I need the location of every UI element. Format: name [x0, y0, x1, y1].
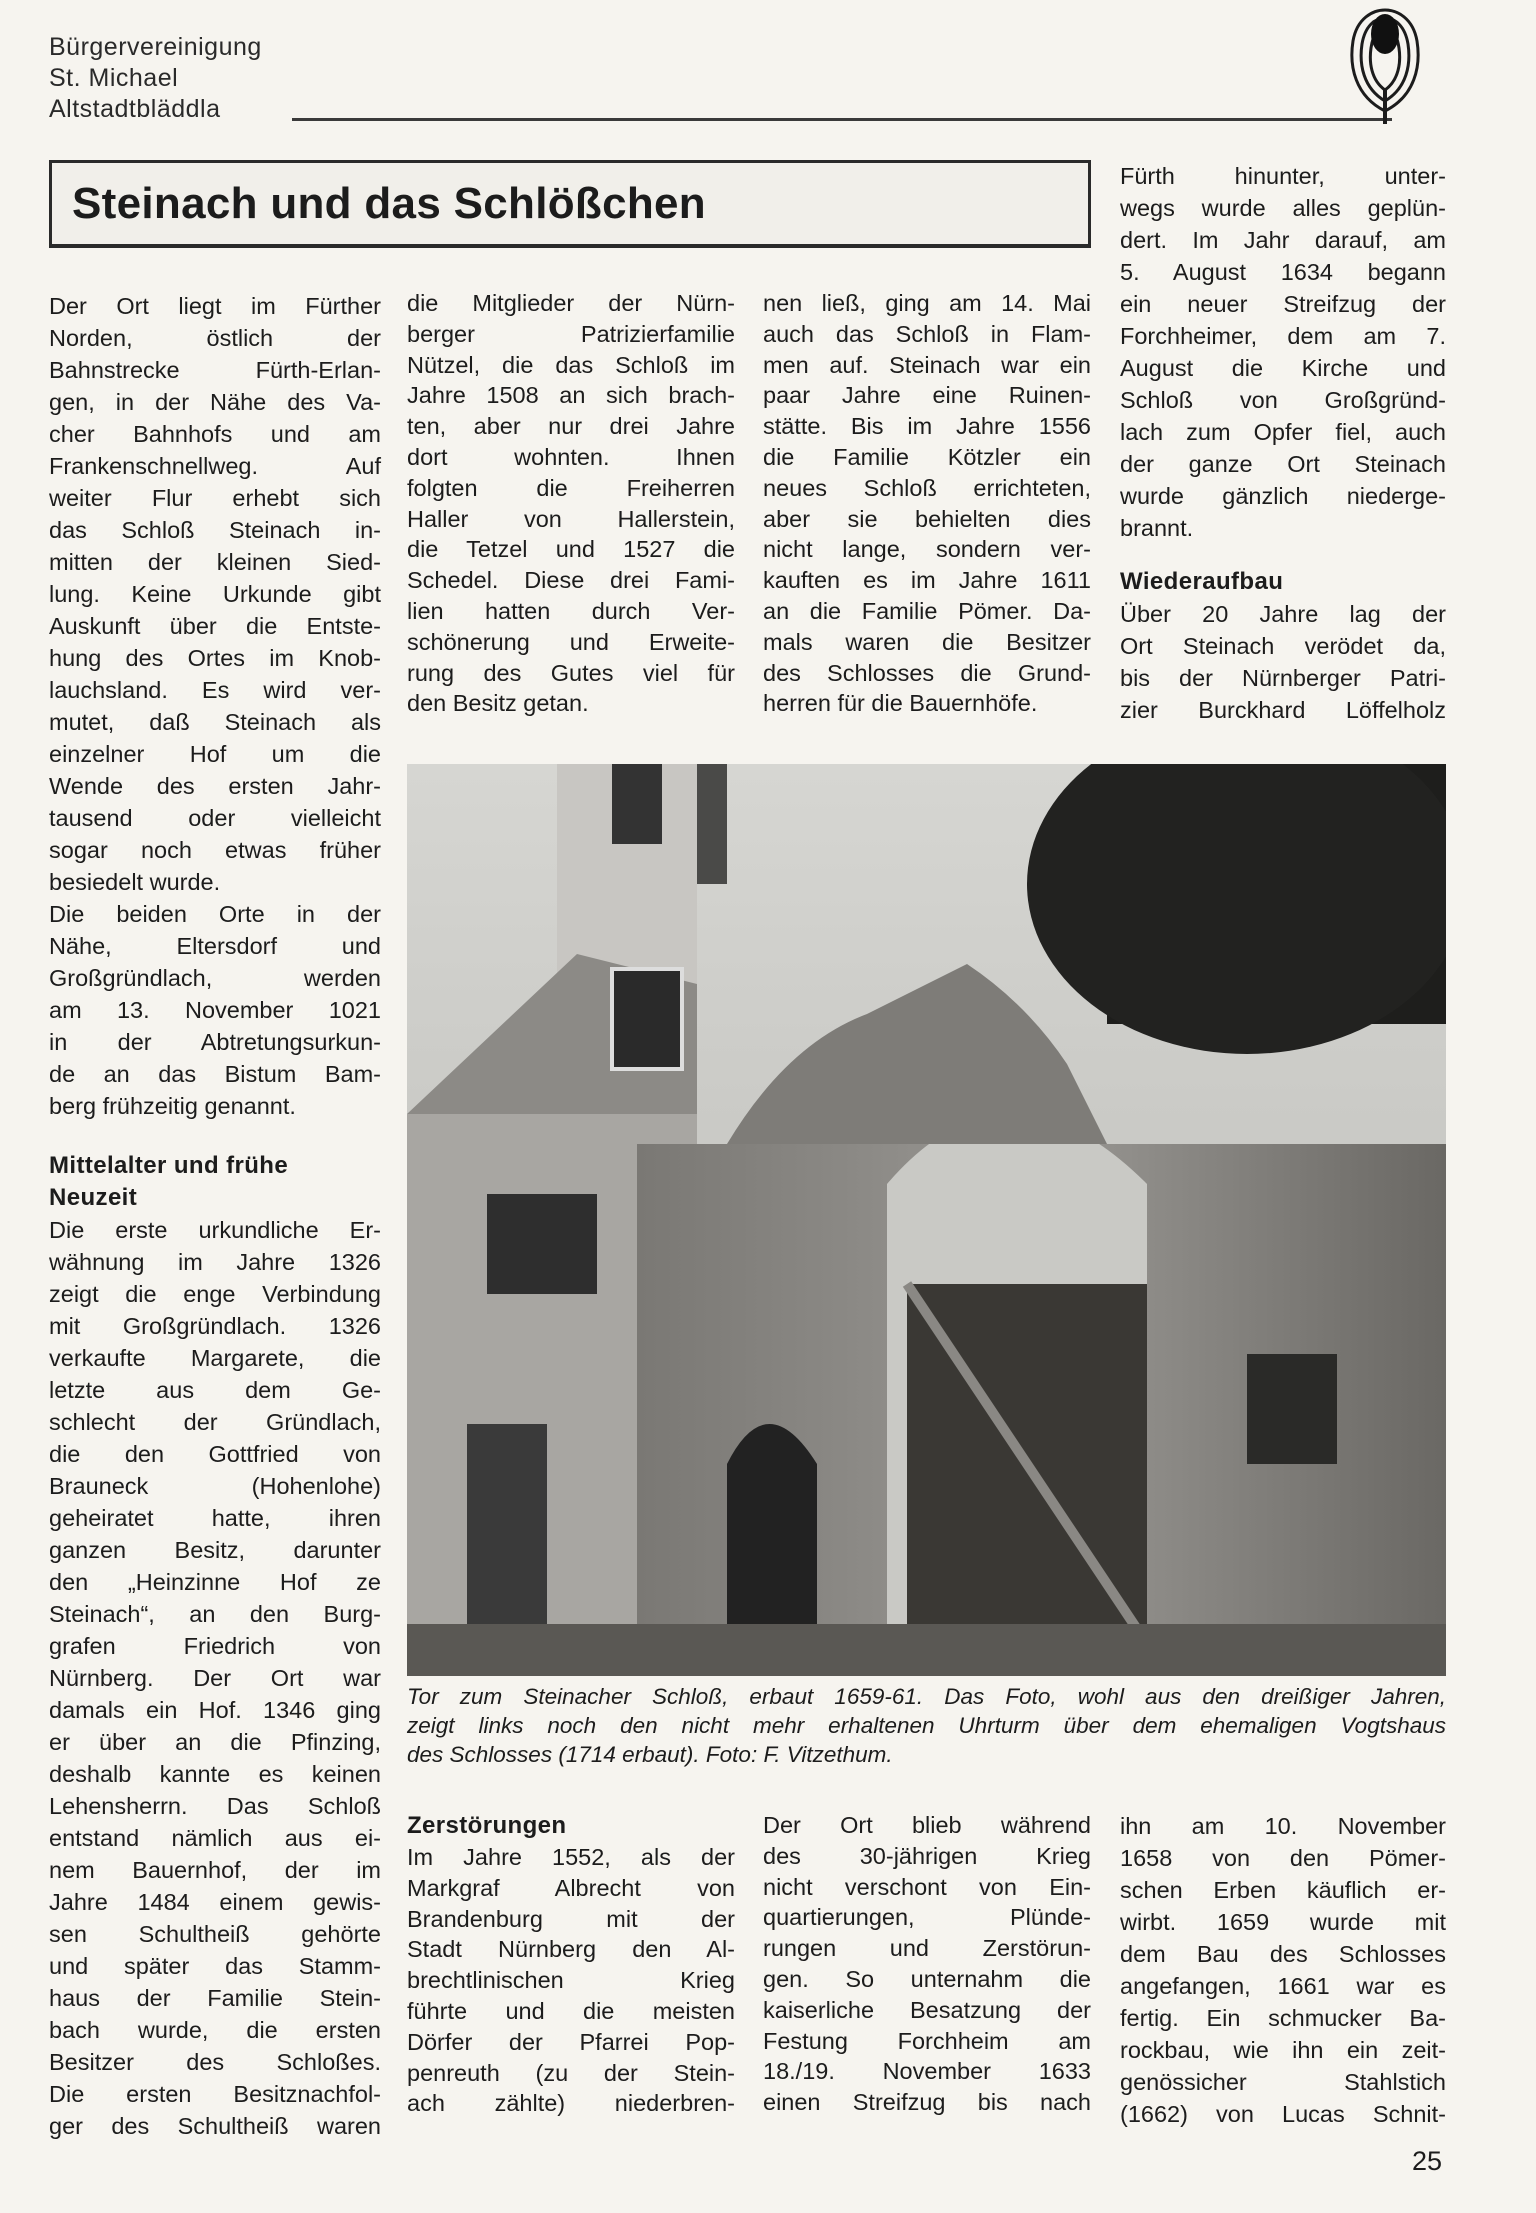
- text-line: Auskunft über die Entste-: [49, 613, 381, 639]
- text-line: geheiratet hatte, ihren: [49, 1505, 381, 1531]
- text-line: Großgründlach, werden: [49, 965, 381, 991]
- text-line: fertig. Ein schmucker Ba-: [1120, 2005, 1446, 2031]
- castle-gate-photo: [407, 764, 1446, 1676]
- text-line: mit Großgründlach. 1326: [49, 1313, 381, 1339]
- text-line: an die Familie Pömer. Da-: [763, 597, 1091, 624]
- text-line: men auf. Steinach war ein: [763, 351, 1091, 378]
- text-line: (1662) von Lucas Schnit-: [1120, 2101, 1446, 2127]
- text-line: schönerung und Erweite-: [407, 628, 735, 655]
- text-line: rung des Gutes viel für: [407, 659, 735, 686]
- text-line: lach zum Opfer fiel, auch: [1120, 419, 1446, 445]
- text-line: 5. August 1634 begann: [1120, 259, 1446, 285]
- column-1-top: [49, 290, 381, 1122]
- text-line: nicht verschont von Ein-: [763, 1873, 1091, 1900]
- text-line: und später das Stamm-: [49, 1953, 381, 1979]
- text-line: verkaufte Margarete, die: [49, 1345, 381, 1371]
- text-line: Fürth hinunter, unter-: [1120, 163, 1446, 189]
- section-heading: Wiederaufbau: [1120, 568, 1284, 595]
- page-number: 25: [1412, 2146, 1443, 2176]
- text-line: den Besitz getan.: [407, 690, 589, 717]
- text-line: Haller von Hallerstein,: [407, 505, 735, 532]
- text-line: Die erste urkundliche Er-: [49, 1217, 381, 1243]
- text-line: zeigt die enge Verbindung: [49, 1281, 381, 1307]
- text-line: einen Streifzug bis nach: [763, 2089, 1091, 2116]
- text-line: schen Erben käuflich er-: [1120, 1877, 1446, 1903]
- text-line: lung. Keine Urkunde gibt: [49, 581, 381, 607]
- text-line: deshalb kannte es keinen: [49, 1761, 381, 1787]
- text-line: Im Jahre 1552, als der: [407, 1844, 735, 1870]
- text-line: die Mitglieder der Nürn-: [407, 290, 735, 316]
- text-line: des Schlosses die Grund-: [763, 659, 1091, 686]
- text-line: paar Jahre eine Ruinen-: [763, 382, 1091, 409]
- text-line: genössicher Stahlstich: [1120, 2069, 1446, 2095]
- column-3-top: [763, 288, 1091, 719]
- text-line: wurde gänzlich niederge-: [1120, 483, 1446, 509]
- text-line: Norden, östlich der: [49, 325, 381, 351]
- text-line: wegs wurde alles geplün-: [1120, 195, 1446, 221]
- text-line: weiter Flur erhebt sich: [49, 485, 381, 511]
- text-line: hung des Ortes im Knob-: [49, 645, 381, 671]
- column-4-top: [1120, 160, 1446, 726]
- column-4-bottom: [1120, 1810, 1446, 2130]
- text-line: letzte aus dem Ge-: [49, 1377, 381, 1403]
- text-line: lauchsland. Es wird ver-: [49, 677, 381, 703]
- text-line: Schloß von Großgründ-: [1120, 387, 1446, 413]
- text-line: damals ein Hof. 1346 ging: [49, 1697, 381, 1723]
- column-2-top: [407, 288, 735, 719]
- text-line: sogar noch etwas früher: [49, 837, 381, 863]
- text-line: de an das Bistum Bam-: [49, 1061, 381, 1087]
- masthead: [49, 32, 262, 125]
- photo-caption: [407, 1682, 1446, 1769]
- text-line: angefangen, 1661 war es: [1120, 1973, 1446, 1999]
- text-line: kaiserliche Besatzung der: [763, 1996, 1091, 2023]
- title-box: [49, 160, 1091, 248]
- text-line: folgten die Freiherren: [407, 474, 735, 501]
- masthead-line: Bürgervereinigung: [49, 33, 262, 61]
- text-line: berger Patrizierfamilie: [407, 320, 735, 347]
- text-line: rockbau, wie ihn ein zeit-: [1120, 2037, 1446, 2063]
- text-line: mals waren die Besitzer: [763, 628, 1091, 655]
- text-line: mutet, daß Steinach als: [49, 709, 381, 735]
- text-line: ger des Schultheiß waren: [49, 2113, 381, 2139]
- text-line: Brandenburg mit der: [407, 1905, 735, 1932]
- text-line: den „Heinzinne Hof ze: [49, 1569, 381, 1595]
- text-line: Festung Forchheim am: [763, 2027, 1091, 2054]
- text-line: rungen und Zerstörun-: [763, 1935, 1091, 1962]
- text-line: Jahre 1484 einem gewis-: [49, 1889, 381, 1915]
- text-line: Bahnstrecke Fürth-Erlan-: [49, 357, 381, 383]
- text-line: ihn am 10. November: [1120, 1813, 1446, 1839]
- text-line: tausend oder vielleicht: [49, 805, 381, 831]
- text-line: Nürnberg. Der Ort war: [49, 1665, 381, 1691]
- text-line: herren für die Bauernhöfe.: [763, 690, 1038, 717]
- text-line: zier Burckhard Löffelholz: [1120, 697, 1446, 723]
- text-line: Besitzer des Schloßes.: [49, 2049, 381, 2075]
- text-line: wirbt. 1659 wurde mit: [1120, 1909, 1446, 1935]
- text-line: quartierungen, Plünde-: [763, 1904, 1091, 1931]
- text-line: 1658 von den Pömer-: [1120, 1845, 1446, 1871]
- text-line: gen, in der Nähe des Va-: [49, 389, 381, 415]
- masthead-line: St. Michael: [49, 64, 179, 92]
- text-line: Die ersten Besitznachfol-: [49, 2081, 381, 2107]
- text-line: Der Ort blieb während: [763, 1812, 1091, 1838]
- text-line: Markgraf Albrecht von: [407, 1874, 735, 1901]
- column-1-bottom: [49, 1150, 381, 2142]
- section-spacer: [1120, 544, 1446, 566]
- text-line: besiedelt wurde.: [49, 869, 221, 895]
- text-line: brechtlinischen Krieg: [407, 1967, 735, 1994]
- text-line: ganzen Besitz, darunter: [49, 1537, 381, 1563]
- column-2-bottom: [407, 1810, 735, 2119]
- text-line: führte und die meisten: [407, 1997, 735, 2024]
- text-line: in der Abtretungsurkun-: [49, 1029, 381, 1055]
- text-line: nicht lange, sondern ver-: [763, 536, 1091, 563]
- text-line: kauften es im Jahre 1611: [763, 567, 1091, 594]
- caption-line: Tor zum Steinacher Schloß, erbaut 1659-61. Das Foto, wohl aus den dreißiger Jahren,: [407, 1684, 1446, 1709]
- text-line: bach wurde, die ersten: [49, 2017, 381, 2043]
- text-line: aber sie behielten dies: [763, 505, 1091, 532]
- text-line: er über an die Pfinzing,: [49, 1729, 381, 1755]
- text-line: penreuth (zu der Stein-: [407, 2059, 735, 2086]
- text-line: nen ließ, ging am 14. Mai: [763, 290, 1091, 316]
- section-heading: Mittelalter und frühe: [49, 1152, 289, 1179]
- text-line: cher Bahnhofs und am: [49, 421, 381, 447]
- text-line: Die beiden Orte in der: [49, 901, 381, 927]
- text-line: dort wohnten. Ihnen: [407, 443, 735, 470]
- text-line: dem Bau des Schlosses: [1120, 1941, 1446, 1967]
- section-heading: Neuzeit: [49, 1184, 138, 1211]
- masthead-line: Altstadtbläddla: [49, 95, 221, 123]
- text-line: bis der Nürnberger Patri-: [1120, 665, 1446, 691]
- text-line: einzelner Hof um die: [49, 741, 381, 767]
- text-line: Schedel. Diese drei Fami-: [407, 567, 735, 594]
- text-line: die Tetzel und 1527 die: [407, 536, 735, 563]
- text-line: 18./19. November 1633: [763, 2058, 1091, 2085]
- text-line: gen. So unternahm die: [763, 1965, 1091, 1992]
- text-line: Über 20 Jahre lag der: [1120, 601, 1446, 627]
- text-line: brannt.: [1120, 515, 1194, 541]
- text-line: Stadt Nürnberg den Al-: [407, 1936, 735, 1963]
- text-line: berg frühzeitig genannt.: [49, 1093, 296, 1119]
- caption-line: zeigt links noch den nicht mehr erhaltenen Uhrturm über dem ehemaligen Vogtshaus: [407, 1713, 1446, 1738]
- text-line: ach zählte) niederbren-: [407, 2090, 735, 2117]
- text-line: auch das Schloß in Flam-: [763, 320, 1091, 347]
- text-line: stätte. Bis im Jahre 1556: [763, 413, 1091, 440]
- text-line: schlecht der Gründlach,: [49, 1409, 381, 1435]
- text-line: Frankenschnellweg. Auf: [49, 453, 381, 479]
- text-line: Dörfer der Pfarrei Pop-: [407, 2028, 735, 2055]
- text-line: haus der Familie Stein-: [49, 1985, 381, 2011]
- text-line: August die Kirche und: [1120, 355, 1446, 381]
- text-line: Ort Steinach verödet da,: [1120, 633, 1446, 659]
- text-line: wähnung im Jahre 1326: [49, 1249, 381, 1275]
- text-line: sen Schultheiß gehörte: [49, 1921, 381, 1947]
- text-line: des 30-jährigen Krieg: [763, 1842, 1091, 1869]
- text-line: entstand nämlich aus ei-: [49, 1825, 381, 1851]
- text-line: Steinach“, an den Burg-: [49, 1601, 381, 1627]
- text-line: Der Ort liegt im Fürther: [49, 293, 381, 319]
- text-line: am 13. November 1021: [49, 997, 381, 1023]
- text-line: nem Bauernhof, der im: [49, 1857, 381, 1883]
- text-line: die Familie Kötzler ein: [763, 443, 1091, 470]
- text-line: Lehensherrn. Das Schloß: [49, 1793, 381, 1819]
- text-line: lien hatten durch Ver-: [407, 597, 735, 624]
- header-rule: [292, 118, 1392, 121]
- text-line: Brauneck (Hohenlohe): [49, 1473, 381, 1499]
- text-line: dert. Im Jahr darauf, am: [1120, 227, 1446, 253]
- text-line: neues Schloß errichteten,: [763, 474, 1091, 501]
- association-logo-icon: [1345, 6, 1425, 124]
- text-line: Nützel, die das Schloß im: [407, 351, 735, 378]
- text-line: der ganze Ort Steinach: [1120, 451, 1446, 477]
- text-line: Forchheimer, dem am 7.: [1120, 323, 1446, 349]
- caption-line: des Schlosses (1714 erbaut). Foto: F. Vitzethum.: [407, 1742, 893, 1767]
- article-title: Steinach und das Schlößchen: [72, 179, 706, 228]
- column-3-bottom: [763, 1810, 1091, 2118]
- text-line: mitten der kleinen Sied-: [49, 549, 381, 575]
- section-heading: Zerstörungen: [407, 1812, 567, 1839]
- text-line: Wende des ersten Jahr-: [49, 773, 381, 799]
- text-line: grafen Friedrich von: [49, 1633, 381, 1659]
- text-line: Jahre 1508 an sich brach-: [407, 382, 735, 409]
- text-line: ten, aber nur drei Jahre: [407, 413, 735, 440]
- text-line: Nähe, Eltersdorf und: [49, 933, 381, 959]
- text-line: ein neuer Streifzug der: [1120, 291, 1446, 317]
- text-line: das Schloß Steinach in-: [49, 517, 381, 543]
- text-line: die den Gottfried von: [49, 1441, 381, 1467]
